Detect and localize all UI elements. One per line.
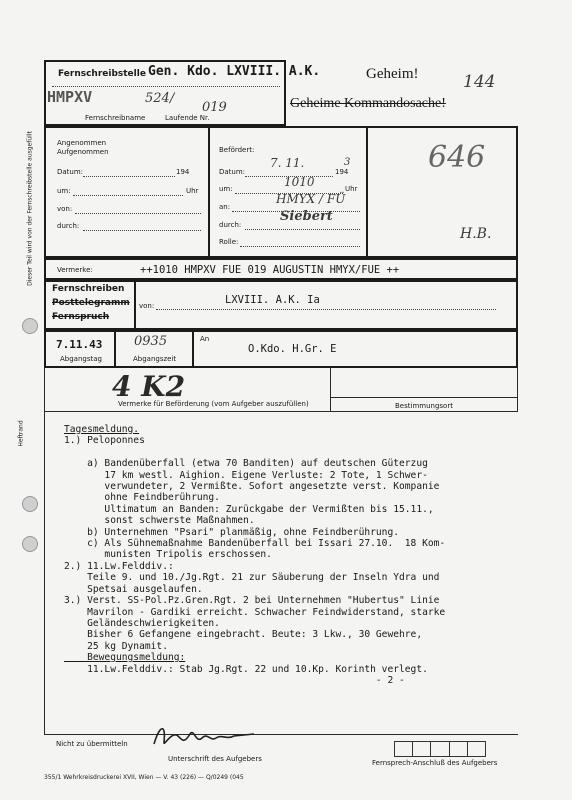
forwarded-title: Befördert: [219, 146, 255, 154]
received-year: 194 [176, 168, 190, 176]
stamp-initials: H.B. [460, 226, 492, 242]
sequence-value-a: 524/ [145, 91, 175, 106]
station-value: Gen. Kdo. LXVIII. A.K. [148, 64, 321, 79]
body-line: 1.) Peloponnes [64, 435, 145, 447]
body-line: 25 kg Dynamit. [64, 640, 168, 652]
type-von-label: von: [139, 302, 155, 310]
type-option-posttelegram: Posttelegramm [52, 298, 130, 308]
phone-label: Fernsprech-Anschluß des Aufgebers [372, 759, 498, 767]
received-datum-label: Datum: [57, 168, 84, 176]
body-line: 17 km westl. Aighion. Eigene Verluste: 2 Tote, 1 Schwer- [64, 469, 428, 481]
signature-label: Unterschrift des Aufgebers [168, 755, 262, 763]
footer-rule [44, 734, 518, 735]
punch-hole-top [22, 318, 38, 334]
forwarded-datum-value: 7. 11. [270, 156, 305, 170]
message-body [64, 424, 524, 686]
punch-hole-bottom [22, 536, 38, 552]
dispatch-time-label: Abgangszeit [133, 355, 177, 363]
sequence-value-b: 019 [202, 100, 227, 115]
received-title-2: Aufgenommen [57, 148, 109, 156]
type-option-teletype: Fernschreiben [52, 284, 125, 294]
body-line: 2.) 11.Lw.Felddiv.: [64, 560, 174, 572]
received-durch-label: durch: [57, 222, 80, 230]
printer-line: 355/1 Wehrkreisdruckerei XVII, Wien — V. 43 (226) — Q/0249 (045 [44, 774, 244, 781]
received-title-1: Angenommen [57, 139, 107, 147]
received-um-label: um: [57, 187, 71, 195]
dispatch-time: 0935 [134, 334, 168, 349]
body-line: Mavrilon - Gardiki erreicht. Schwacher Feindwiderstand, starke [64, 606, 446, 618]
side-margin-text: Dieser Teil wird von der Fernschreibstelle ausgefüllt [26, 131, 34, 286]
dispatch-date-label: Abgangstag [60, 355, 102, 363]
body-line: c) Als Sühnemaßnahme Bandenüberfall bei Issari 27.10. 18 Kom- [64, 538, 446, 550]
destination-label: Bestimmungsort [395, 402, 453, 410]
vermerke-label: Vermerke: [57, 266, 93, 274]
body-line: Spetsai ausgelaufen. [64, 583, 203, 595]
received-von-label: von: [57, 205, 73, 213]
body-line: b) Unternehmen "Psari" planmäßig, ohne Feindberührung. [64, 526, 400, 538]
body-line: - 2 - [64, 674, 405, 686]
forwarded-year-value: 3 [344, 157, 351, 168]
document-number: 144 [463, 72, 496, 92]
forwarded-durch-value: Siebert [280, 209, 333, 224]
vermerke-value: ++1010 HMPXV FUE 019 AUGUSTIN HMYX/FUE ++ [140, 264, 400, 276]
struck-classification: Geheime Kommandosache! [290, 96, 446, 111]
teletype-name-label: Fernschreibname [85, 114, 146, 122]
forwarded-year: 194 [335, 168, 349, 176]
body-line: Ultimatum an Banden: Zurückgabe der Vermißten bis 15.11., [64, 503, 434, 515]
punch-hole-middle [22, 496, 38, 512]
dispatch-an-label: An [200, 335, 210, 343]
body-line: a) Bandenüberfall (etwa 70 Banditen) auf deutschen Güterzug [64, 458, 428, 470]
body-line: Geländeschwierigkeiten. [64, 617, 220, 629]
routing-label: Vermerke für Beförderung (vom Aufgeber auszufüllen) [118, 400, 309, 408]
heftrand-label: Heftrand [17, 420, 25, 447]
stamp-number: 646 [428, 140, 486, 175]
forwarded-uhr-label: Uhr [345, 185, 358, 193]
dispatch-date: 7.11.43 [56, 338, 103, 351]
forwarded-durch-label: durch: [219, 221, 242, 229]
body-line: Teile 9. und 10./Jg.Rgt. 21 zur Säuberung der Inseln Ydra und [64, 572, 440, 584]
dispatch-recipient: O.Kdo. H.Gr. E [248, 343, 337, 355]
body-line: sonst schwerste Maßnahmen. [64, 515, 255, 527]
sequence-label: Laufende Nr. [165, 114, 210, 122]
body-line: munisten Tripolis erschossen. [64, 549, 272, 561]
body-line: 3.) Verst. SS-Pol.Pz.Gren.Rgt. 2 bei Unternehmen "Hubertus" Linie [64, 595, 440, 607]
phone-boxes [394, 741, 486, 757]
forwarded-datum-label: Datum: [219, 168, 246, 176]
forwarded-an-label: an: [219, 203, 231, 211]
body-line: 11.Lw.Felddiv.: Stab Jg.Rgt. 22 und 10.Kp. Korinth verlegt. [64, 663, 428, 675]
type-option-phone: Fernspruch [52, 312, 110, 322]
received-uhr-label: Uhr [186, 187, 199, 195]
not-transmit-label: Nicht zu übermitteln [56, 740, 128, 748]
body-line [64, 447, 524, 458]
forwarded-an-value: HMYX / FÜ [276, 192, 346, 206]
body-line: Bisher 6 Gefangene eingebracht. Beute: 3 Lkw., 30 Gewehre, [64, 629, 423, 641]
signature [150, 722, 260, 752]
type-von-value: LXVIII. A.K. Ia [225, 294, 320, 306]
forwarded-um-label: um: [219, 185, 233, 193]
forwarded-rolle-label: Rolle: [219, 238, 239, 246]
classification-label: Geheim! [366, 66, 419, 82]
body-line: Bewegungsmeldung: [64, 652, 186, 664]
body-line: Tagesmeldung. [64, 424, 140, 435]
handwritten-routing-mark: 4 K2 [112, 370, 186, 403]
teletype-name-value: HMPXV [47, 88, 93, 106]
body-line: ohne Feindberührung. [64, 492, 220, 504]
body-line: verwundeter, 2 Vermißte. Sofort angesetzte verst. Kompanie [64, 481, 440, 493]
station-label: Fernschreibstelle [58, 69, 146, 79]
forwarded-um-value: 1010 [284, 175, 315, 189]
